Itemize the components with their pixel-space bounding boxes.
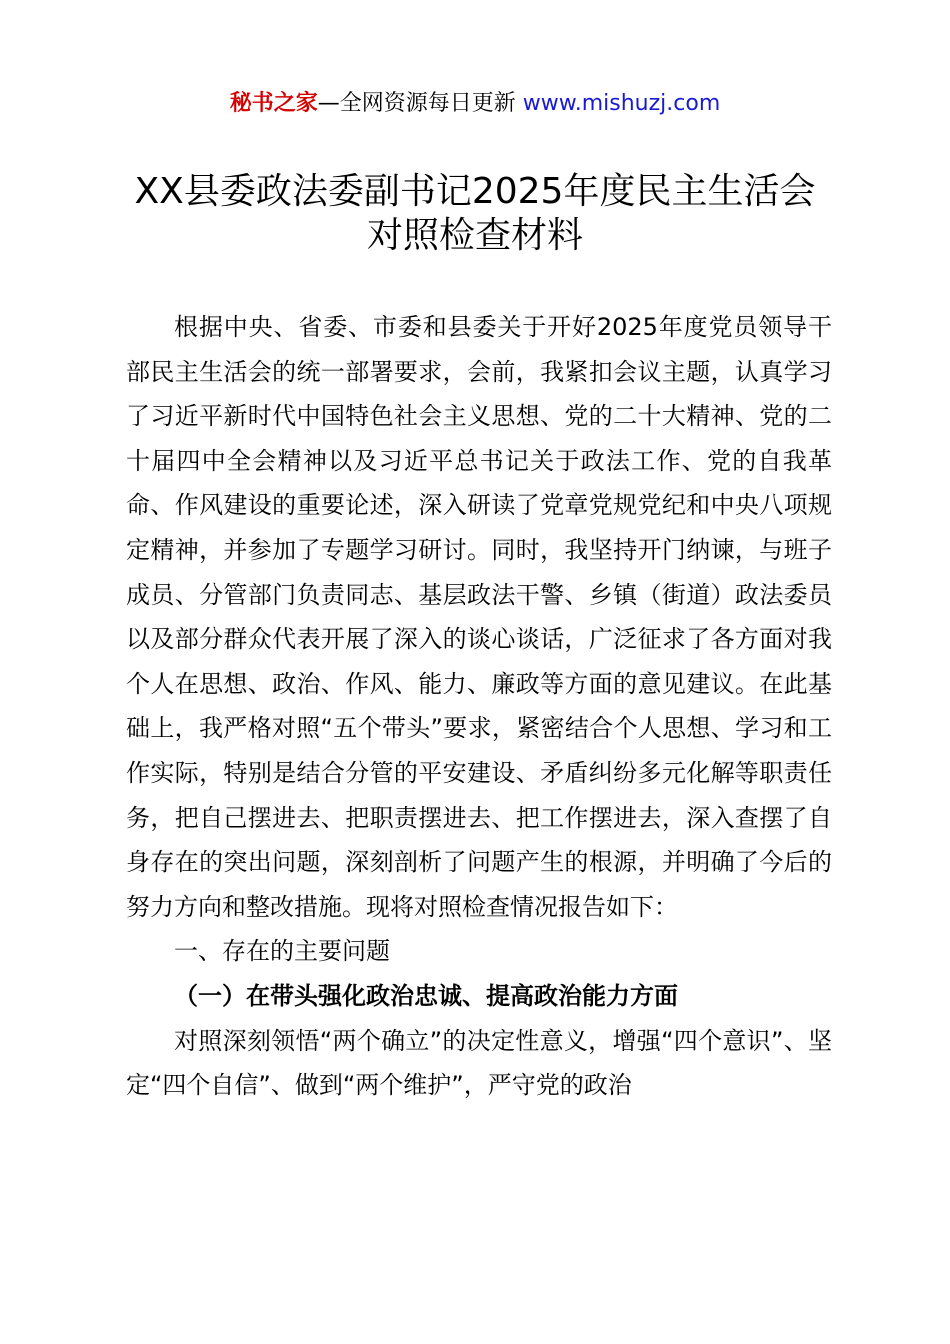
- intro-paragraph: 根据中央、省委、市委和县委关于开好2025年度党员领导干部民主生活会的统一部署要求，会前，我紧扣会议主题，认真学习了习近平新时代中国特色社会主义思想、党的二十大精神、党的二十届四中全会精神以及习近平总书记关于政法工作、党的自我革命、作风建设的重要论述，深入研读了党章党规党纪和中央八项规定精神，并参加了专题学习研讨。同时，我坚持开门纳谏，与班子成员、分管部门负责同志、基层政法干警、乡镇（街道）政法委员以及部分群众代表开展了深入的谈心谈话，广泛征求了各方面对我个人在思想、政治、作风、能力、廉政等方面的意见建议。在此基础上，我严格对照“五个带头”要求，紧密结合个人思想、学习和工作实际，特别是结合分管的平安建设、矛盾纠纷多元化解等职责任务，把自己摆进去、把职责摆进去、把工作摆进去，深入查摆了自身存在的突出问题，深刻剖析了问题产生的根源，并明确了今后的努力方向和整改措施。现将对照检查情况报告如下：: [126, 313, 832, 921]
- subsection-heading: （一）在带头强化政治忠诚、提高政治能力方面: [174, 981, 678, 1010]
- section-heading: 一、存在的主要问题: [174, 937, 390, 966]
- site-brand: 秘书之家: [229, 91, 318, 116]
- subsection-paragraph: 对照深刻领悟“两个确立”的决定性意义，增强“四个意识”、坚定“四个自信”、做到“两个维护”，严守党的政治: [126, 1026, 832, 1100]
- document-title-line2: 对照检查材料: [366, 215, 583, 256]
- site-tagline: —全网资源每日更新: [317, 91, 523, 116]
- document-title-line1: XX县委政法委副书记2025年度民主生活会: [134, 171, 816, 212]
- document-title: [100, 170, 850, 258]
- site-url-link[interactable]: www.mishuzj.com: [522, 91, 721, 116]
- document-body: [126, 305, 832, 1108]
- site-header: [0, 88, 950, 120]
